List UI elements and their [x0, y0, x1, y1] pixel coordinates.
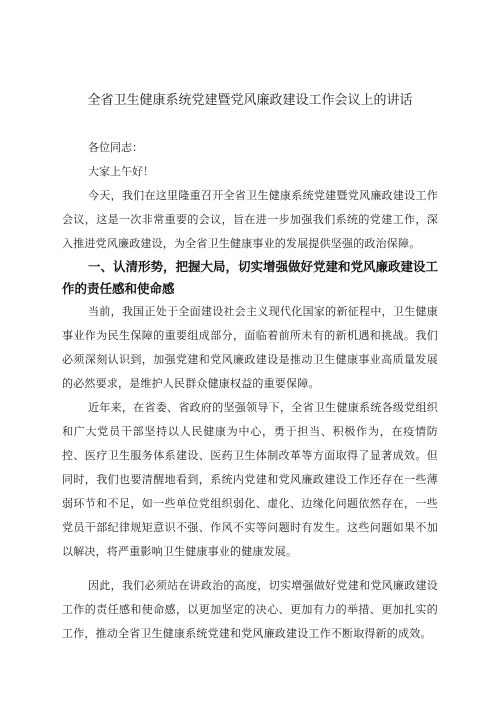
salutation: 各位同志：: [88, 141, 143, 154]
body-paragraph-1: 当前，我国正处于全面建设社会主义现代化国家的新征程中，卫生健康事业作为民生保障的重要组成部分，面临着前所未有的新机遇和挑战。我们必须深刻认识到，加强党建和党风廉政建设是推动卫生健康事业高质量发展的必然要求，是维护人民群众健康权益的重要保障。: [62, 305, 438, 390]
greeting: 大家上午好！: [88, 165, 154, 178]
body-paragraph-2: 近年来，在省委、省政府的坚强领导下，全省卫生健康系统各级党组织和广大党员干部坚持以人民健康为中心，勇于担当、积极作为，在疫情防控、医疗卫生服务体系建设、医药卫生体制改革等方面取得了显著成效。但同时，我们也要清醒地看到，系统内党建和党风廉政建设工作还存在一些薄弱环节和不足，如一些单位党组织弱化、虚化、边缘化问题依然存在，一些党员干部纪律规矩意识不强、作风不实等问题时有发生。这些问题如果不加以解决，将严重影响卫生健康事业的健康发展。: [62, 401, 438, 558]
section-heading-1: 一、认清形势，把握大局，切实增强做好党建和党风廉政建设工作的责任感和使命感: [62, 259, 439, 296]
paragraph-gap: [62, 564, 438, 574]
document-title: 全省卫生健康系统党建暨党风廉政建设工作会议上的讲话: [87, 93, 413, 108]
body-paragraph-3: 因此，我们必须站在讲政治的高度，切实增强做好党建和党风廉政建设工作的责任感和使命感，以更加坚定的决心、更加有力的举措、更加扎实的工作，推动全省卫生健康系统党建和党风廉政建设工作不断取得新的成效。: [62, 579, 438, 640]
intro-paragraph: 今天，我们在这里隆重召开全省卫生健康系统党建暨党风廉政建设工作会议，这是一次非常重要的会议，旨在进一步加强我们系统的党建工作，深入推进党风廉政建设，为全省卫生健康事业的发展提供坚强的政治保障。: [62, 189, 438, 250]
